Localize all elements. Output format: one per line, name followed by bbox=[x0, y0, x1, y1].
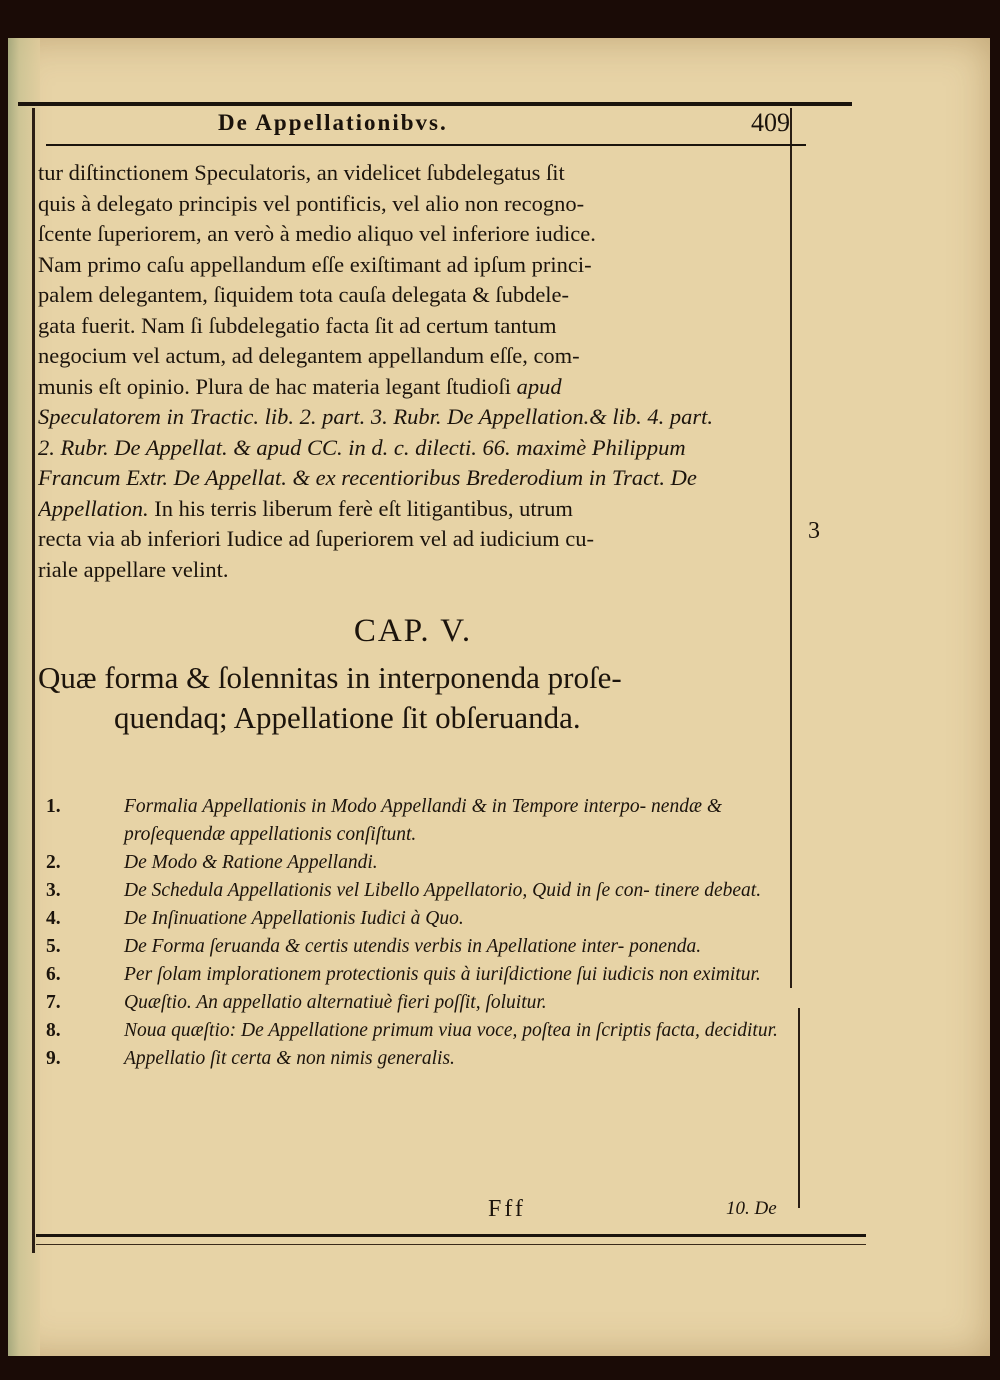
summary-text: Noua quæſtio: De Appellatione primum viua voce, poſtea in ſcriptis facta, deciditur. bbox=[124, 1020, 778, 1041]
body-line-plain: In his terris liberum ferè eſt litigantibus, utrum bbox=[148, 495, 573, 521]
summary-number: 7. bbox=[46, 992, 61, 1013]
body-line: gata fuerit. Nam ſi ſubdelegatio facta ſit ad certum tantum bbox=[38, 312, 557, 338]
chapter-label: CAP. V. bbox=[353, 613, 473, 649]
body-line: negocium vel actum, ad delegantem appellandum eſſe, com- bbox=[38, 343, 580, 368]
running-head: De Appellationibvs. bbox=[218, 110, 448, 135]
book-page bbox=[8, 38, 990, 1356]
summary-item bbox=[38, 961, 793, 989]
summary-item bbox=[38, 905, 793, 933]
summary-text: De Schedula Appellationis vel Libello Appellatorio, Quid in ſe con- tinere debeat. bbox=[124, 880, 762, 901]
summary-text: De Inſinuatione Appellationis Iudici à Quo. bbox=[124, 908, 464, 929]
citation-text: 2. Rubr. De Appellat. & apud CC. in d. c. dilecti. 66. maximè Philippum bbox=[38, 434, 686, 460]
body-line-italic: apud bbox=[516, 373, 562, 399]
catchword: 10. De bbox=[726, 1198, 777, 1219]
top-rule bbox=[18, 102, 852, 106]
summary-number: 8. bbox=[46, 1020, 61, 1041]
body-line: palem delegantem, ſiquidem tota cauſa delegata & ſubdele- bbox=[38, 282, 570, 307]
summary-item bbox=[38, 989, 793, 1017]
summary-number: 2. bbox=[46, 852, 61, 873]
body-line: recta via ab inferiori Iudice ad ſuperiorem vel ad iudicium cu- bbox=[38, 526, 595, 551]
summary-number: 9. bbox=[46, 1048, 61, 1069]
margin-note: 3 bbox=[808, 518, 820, 544]
citation-text: Francum Extr. De Appellat. & ex recentioribus Brederodium in Tract. De bbox=[38, 465, 697, 490]
body-line-italic bbox=[38, 402, 788, 433]
body-text bbox=[38, 158, 788, 585]
body-line-italic: Appellation. bbox=[38, 495, 149, 521]
summary-number: 3. bbox=[46, 880, 61, 901]
body-line-plain: munis eſt opinio. Plura de hac materia legant ſtudioſi bbox=[38, 373, 512, 399]
body-line: Nam primo caſu appellandum eſſe exiſtimant ad ipſum princi- bbox=[38, 251, 592, 277]
body-line: quis à delegato principis vel pontificis, vel alio non recogno- bbox=[38, 190, 585, 216]
body-line-italic bbox=[38, 463, 788, 494]
summary-text: De Modo & Ratione Appellandi. bbox=[124, 852, 378, 873]
chapter-heading-line: Quæ forma & ſolennitas in interponenda proſe- bbox=[38, 660, 622, 695]
body-line bbox=[38, 494, 788, 525]
summary-text: Formalia Appellationis in Modo Appellandi & in Tempore interpo- nendæ & proſequendæ appellationis conſiſtunt. bbox=[124, 796, 722, 845]
citation-text: Speculatorem in Tractic. lib. 2. part. 3. Rubr. De Appellation.& lib. 4. part. bbox=[38, 404, 713, 429]
body-line: tur diſtinctionem Speculatoris, an videlicet ſubdelegatus ſit bbox=[38, 160, 565, 185]
bottom-rule bbox=[36, 1234, 866, 1237]
summary-number: 5. bbox=[46, 936, 61, 957]
signature-mark: Fff bbox=[488, 1196, 526, 1222]
header-rule bbox=[46, 144, 806, 146]
chapter-heading bbox=[38, 658, 788, 738]
summary-item bbox=[38, 793, 793, 849]
summary-item bbox=[38, 1017, 793, 1045]
summary-list bbox=[38, 793, 793, 1073]
summary-text: Per ſolam implorationem protectionis quis à iuriſdictione ſui iudicis non eximitur. bbox=[124, 964, 761, 985]
summary-item bbox=[38, 849, 793, 877]
summary-number: 6. bbox=[46, 964, 61, 985]
summary-number: 1. bbox=[46, 796, 61, 817]
page-number: 409 bbox=[751, 108, 790, 137]
chapter-heading-line: quendaq; Appellatione ſit obſeruanda. bbox=[114, 700, 581, 735]
summary-text: Quæſtio. An appellatio alternatiuè fieri poſſit, ſoluitur. bbox=[124, 992, 547, 1013]
body-line-italic bbox=[38, 433, 788, 464]
summary-text: De Forma ſeruanda & certis utendis verbis in Apellatione inter- ponenda. bbox=[124, 936, 702, 957]
body-line: riale appellare velint. bbox=[38, 556, 229, 582]
right-border-line-lower bbox=[798, 1008, 800, 1208]
summary-item bbox=[38, 877, 793, 905]
page-edge-shadow bbox=[8, 38, 40, 1356]
summary-item bbox=[38, 1045, 793, 1073]
summary-text: Appellatio ſit certa & non nimis generalis. bbox=[124, 1048, 455, 1069]
body-line: ſcente ſuperiorem, an verò à medio aliquo vel inferiore iudice. bbox=[38, 221, 596, 246]
body-line bbox=[38, 372, 788, 403]
summary-item bbox=[38, 933, 793, 961]
left-border-line bbox=[32, 108, 35, 1253]
bottom-rule-thin bbox=[36, 1244, 866, 1245]
summary-number: 4. bbox=[46, 908, 61, 929]
